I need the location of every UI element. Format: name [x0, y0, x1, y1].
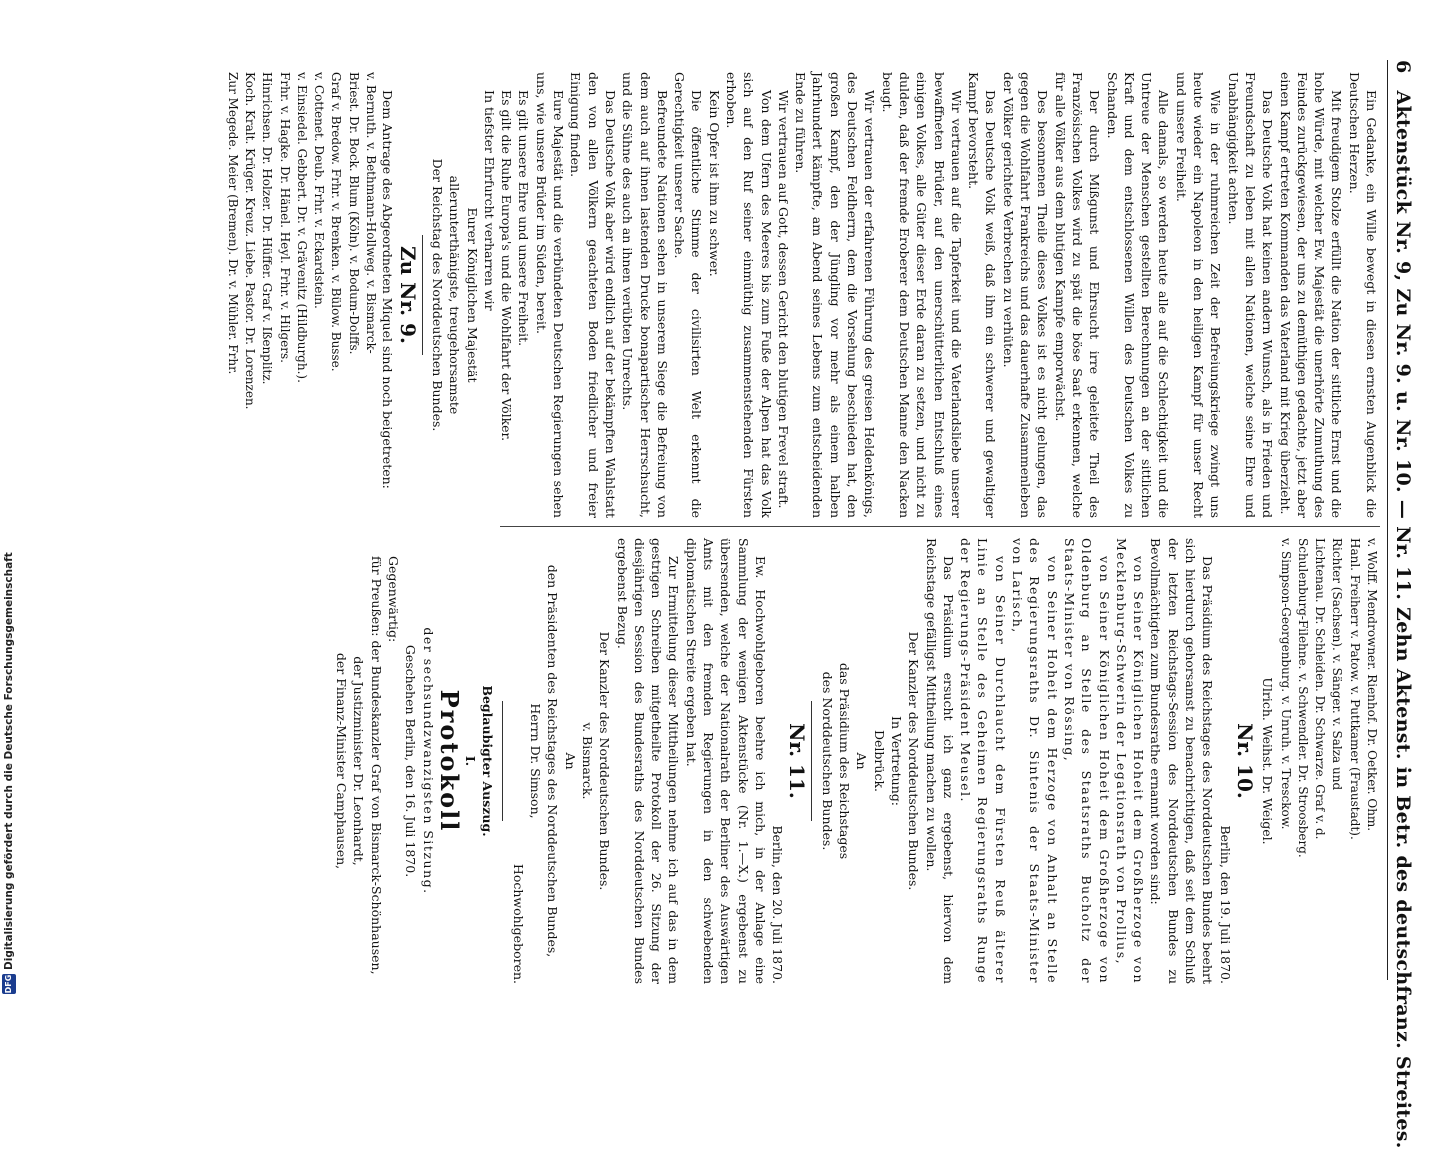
column-divider	[500, 526, 1380, 527]
page-number: 6	[1392, 60, 1414, 74]
paragraph: Das Deutsche Volk weiß, daß ihm ein schwerer und gewaltiger Kampf bevorsteht.	[966, 72, 999, 518]
paragraph: Alle damals, so werden heute alle auf die Schlechtigkeit und die Untreue der Menschen gestellten Berechnungen an der sittlichen Kraft und dem entschlossenen Willen des Deutschen Volkes zu Schanden.	[1104, 72, 1172, 518]
digitization-credit	[0, 0, 20, 1000]
header-rule	[1387, 60, 1388, 980]
name-list-line: v. Wolff. Mendrowner. Rienhof. Dr. Oetker. Ohm.	[1365, 538, 1379, 832]
paragraph: Ew. Hochwohlgeboren beehre ich mich, in der Anlage eine Sammlung der wenigen Aktenstücke (Nr. 1.—X.) ergebenst zu übersenden, welche der Nationalrath der Berliner des Auswärtigen Amts mit den fremden Regierungen in den schwebenden diplomatischen Streite ergeben hat.	[683, 538, 768, 984]
paragraph: Wir vertrauen auf Gott, dessen Gericht den blutigen Frevel straft.	[775, 90, 791, 509]
address-line: An	[562, 752, 578, 770]
paragraph: Die öffentliche Stimme der civilisirten Welt erkennt die Gerechtigkeit unserer Sache.	[672, 72, 705, 518]
paragraph: Kein Opfer ist ihm zu schwer.	[706, 90, 722, 277]
name-list-line: Briest. Dr. Bock. Blum (Köln). v. Bodum-Dolffs.	[346, 72, 361, 355]
section-heading-nr11: Nr. 11.	[785, 723, 810, 799]
paragraph: Des besonnenen Theile dieses Volkes ist es nicht gelungen, das gegen die Wohlfahrt Frankreichs und das dauerhafte Zusammenleben der Völker gerichtete Verbrechen zu verhüten.	[1000, 72, 1051, 518]
name-list-line: v. Simpson-Georgenburg. v. Unruh. v. Tresckow.	[1278, 538, 1293, 830]
name-list-line: Graf v. Bredow. Frhr. v. Brenken. v. Bülow. Busse.	[329, 72, 344, 372]
name-list-line: v. Bernuth. v. Bethmann-Hollweg. v. Bismarck-	[364, 72, 379, 354]
section-heading: Zu Nr. 9.	[395, 246, 420, 344]
paragraph: Das Deutsche Volk aber wird endlich auf der bekämpften Wahlstatt den von allen Völkern geachteten Boden friedlicher und freier Einigung finden.	[568, 72, 618, 518]
extract-heading: Beglaubigter Auszug.	[480, 685, 496, 837]
credit-text: Digitalisierung gefördert durch die Deutsche Forschungsgemeinschaft	[3, 552, 15, 970]
name-list-line: Richter (Sachsen). v. Sänger. v. Salza und	[1330, 538, 1345, 791]
paragraph: Ein Gedanke, ein Wille bewegt in diesen ernsten Augenblick die Deutschen Herzen.	[1346, 72, 1379, 518]
paragraph: Das Präsidium ersucht ich ganz ergebenst, hiervon dem Reichstage gefälligst Mittheilung machen zu wollen.	[923, 538, 956, 984]
protocol-title: Protokoll	[434, 689, 464, 833]
name-list-line: Koch. Kralt. Krüger. Kreuz. Liebe. Pastor. Dr. Lorenzen.	[243, 72, 257, 410]
address-line: Herrn Dr. Simson,	[528, 703, 544, 819]
address-line: Hochwohlgeboren.	[510, 863, 526, 984]
paragraph: In tiefster Ehrfurcht verharren wir	[481, 90, 497, 311]
dateline: Geschehen Berlin, den 16. Juli 1870.	[403, 644, 419, 878]
paragraph: von Seiner Durchlaucht dem Fürsten Reuß älterer Linie an Stelle des Geheimen Regierungsraths Runge der Regierungs-Präsident Meusel.	[958, 538, 1008, 984]
address-line: das Präsidium des Reichstages	[837, 662, 853, 860]
paragraph: Es gilt unsere Ehre und unsere Freiheit.	[516, 90, 532, 347]
present-line: der Justizminister Dr. Leonhardt,	[351, 656, 367, 866]
section-rule	[422, 235, 423, 355]
running-title: Aktenstück Nr. 9, Zu Nr. 9. u. Nr. 10. — Nr. 11. Zehn Aktenst. in Betr. des deutschfranz. Streites.	[1392, 90, 1414, 1149]
name-list-line: v. Cottenet. Deub. Frhr. v. Eckardstein.	[312, 72, 327, 309]
signature-line: Der Kanzler des Norddeutschen Bundes.	[906, 631, 922, 891]
present-line: für Preußen: der Bundeskanzler Graf von Bismarck-Schönhausen,	[368, 556, 384, 975]
signature-name: Delbrück.	[871, 730, 887, 792]
paragraph: Der durch Mißgunst und Ehrsucht irre geleitete Theil des Französischen Volkes wird zu spät die böse Saat erkennen, welche für alle Völker aus dem blutigen Kampfe emporwächst.	[1052, 72, 1103, 518]
paragraph: von Seiner Hoheit dem Herzoge von Anhalt an Stelle des Regierungsraths Dr. Sintenis der Staats-Minister von Larisch,	[1010, 538, 1060, 984]
dfg-logo: DFG	[2, 974, 16, 994]
paragraph: von Seiner Königlichen Hoheit dem Großherzoge von Mecklenburg-Schwerin der Legationsrath von Prollius,	[1113, 538, 1147, 984]
section-rule	[812, 701, 813, 821]
section-rule	[502, 701, 503, 821]
right-column	[333, 538, 1380, 984]
paragraph: Wir vertrauen der erfahrenen Führung des greisen Heldenkönigs, des Deutschen Feldherrn, dem die Vorsehung beschieden hat, den großen Kampf, den der Jüngling vor mehr als einem halben Jahrhundert kämpfte, am Abend seines Lebens zum entscheidenden Ende zu führen.	[793, 72, 878, 518]
paragraph: Befreundete Nationen sehen in unserem Siege die Befreiung von dem auch auf ihnen lastenden Drucke bonapartischer Herrschsucht, und die Sühne des auch an ihnen verübten Unrechts.	[620, 72, 670, 518]
signature-line: Der Kanzler des Norddeutschen Bundes.	[597, 631, 613, 891]
name-list-line: Hanl. Freiherr v. Patow. v. Puttkamer (Fraustadt).	[1347, 538, 1362, 840]
present-line: der Finanz-Minister Camphausen,	[334, 652, 350, 870]
roman-numeral: I.	[463, 755, 479, 767]
paragraph: Wir vertrauen auf die Tapferkeit und die Vaterlandsliebe unserer bewaffneten Brüder, auf den unerschütterlichen Entschluß eines einigen Volkes, alle Güter dieser Erde daran zu setzen, und nicht zu dulden, daß der fremde Eroberer dem Deutschen Manne den Nacken beugt.	[879, 72, 964, 518]
paragraph: Es gilt die Ruhe Europa's und die Wohlfahrt der Völker.	[499, 90, 515, 442]
address-line: des Norddeutschen Bundes.	[819, 671, 835, 851]
name-list-line: Ulrich. Weihst. Dr. Weigel.	[1260, 677, 1276, 845]
name-list-line: Hinrichsen. Dr. Holzer. Dr. Hüffer. Graf v. Ißenplitz.	[260, 72, 275, 385]
paragraph: Mit freudigem Stolze erfüllt die Nation der sittliche Ernst und die hohe Würde, mit welcher Ew. Majestät die unerhörte Zumuthung des Feindes zurückgewiesen, der uns zu demüthigen gedachte, jetzt aber einen Kampf ertreten Kommanden das Vaterland mit Krieg überzieht.	[1277, 72, 1345, 518]
paragraph: Das Präsidium des Reichstages des Norddeutschen Bundes beehrt sich hierdurch gehorsamst zu benachrichtigen, daß seit dem Schluß der letzten Reichstags-Session des Norddeutschen Bundes zu Bevollmächtigten zum Bundesrathe ernannt worden sind:	[1148, 538, 1216, 984]
address-line: An	[854, 752, 870, 770]
page-header	[1392, 60, 1414, 1149]
paragraph: Wie in der ruhmreichen Zeit der Befreiungskriege zwingt uns heute wieder ein Napoleon in den heiligen Kampf für unser Recht und unsere Freiheit.	[1173, 72, 1224, 518]
dateline: Berlin, den 20. Juli 1870.	[770, 825, 786, 984]
paragraph: Von dem Ufern des Meeres bis zum Fuße der Alpen hat das Volk sich auf den Ruf seiner einmüthig zusammenstehenden Fürsten erhoben.	[724, 72, 774, 518]
protocol-subtitle: der sechsundzwanzigsten Sitzung.	[420, 627, 436, 895]
paragraph: von Seiner Königlichen Hoheit dem Großherzoge von Oldenburg an Stelle des Staatsraths Bucholtz der Staats-Minister von Rössing,	[1061, 538, 1112, 984]
name-list-line: Zur Megede. Meier (Bremen). Dr. v. Mühler. Frhr.	[225, 72, 240, 375]
name-list-line: Frhr. v. Hagke. Dr. Hänel. Heyl. Frhr. v. Hilgers.	[277, 72, 292, 363]
signature-line: In Vertretung:	[888, 716, 904, 806]
signature-name: v. Bismarck.	[579, 722, 595, 800]
paragraph: Das Deutsche Volk hat keinen andern Wunsch, als in Frieden und Freundschaft zu leben mit allen Nationen, welche seine Ehre und Unabhängigkeit achten.	[1225, 72, 1276, 518]
paragraph: Dem Antrage des Abgeordneten Miquel sind noch beigetreten:	[380, 90, 396, 489]
present-label: Gegenwärtig:	[385, 556, 401, 643]
dateline: Berlin, den 19. Juli 1870.	[1217, 825, 1233, 984]
name-list-line: Schulenburg-Filehne. v. Schwendler. Dr. Stroosberg.	[1295, 538, 1310, 858]
left-column	[223, 72, 1380, 518]
name-list-line: v. Einsiedel. Gebbert. Dr. v. Grävenitz (Hildburgh.).	[294, 72, 309, 383]
paragraph: Zur Ermittelung dieser Mittheilungen nehme ich auf das in dem gestrigen Schreiben mitgetheilte Protokoll der 26. Sitzung der diesjährigen Session des Bundesraths des Norddeutschen Bundes ergebenst Bezug.	[614, 538, 682, 984]
section-heading-nr10: Nr. 10.	[1232, 723, 1257, 799]
paragraph: Eure Majestät und die verbündeten Deutschen Regierungen sehen uns, wie unsere Brüder im Süden, bereit.	[533, 72, 567, 518]
closing-signature: Der Reichstag des Norddeutschen Bundes.	[429, 158, 445, 432]
address-line: den Präsidenten des Reichstages des Norddeutschen Bundes,	[545, 564, 561, 958]
closing-line: allerunterthänigste, treugehorsamste	[447, 175, 463, 415]
name-list-line: Lichtenau. Dr. Schleiden. Dr. Schwarze. Graf v. d.	[1313, 538, 1328, 840]
closing-line: Eurer Königlichen Majestät	[464, 207, 480, 383]
